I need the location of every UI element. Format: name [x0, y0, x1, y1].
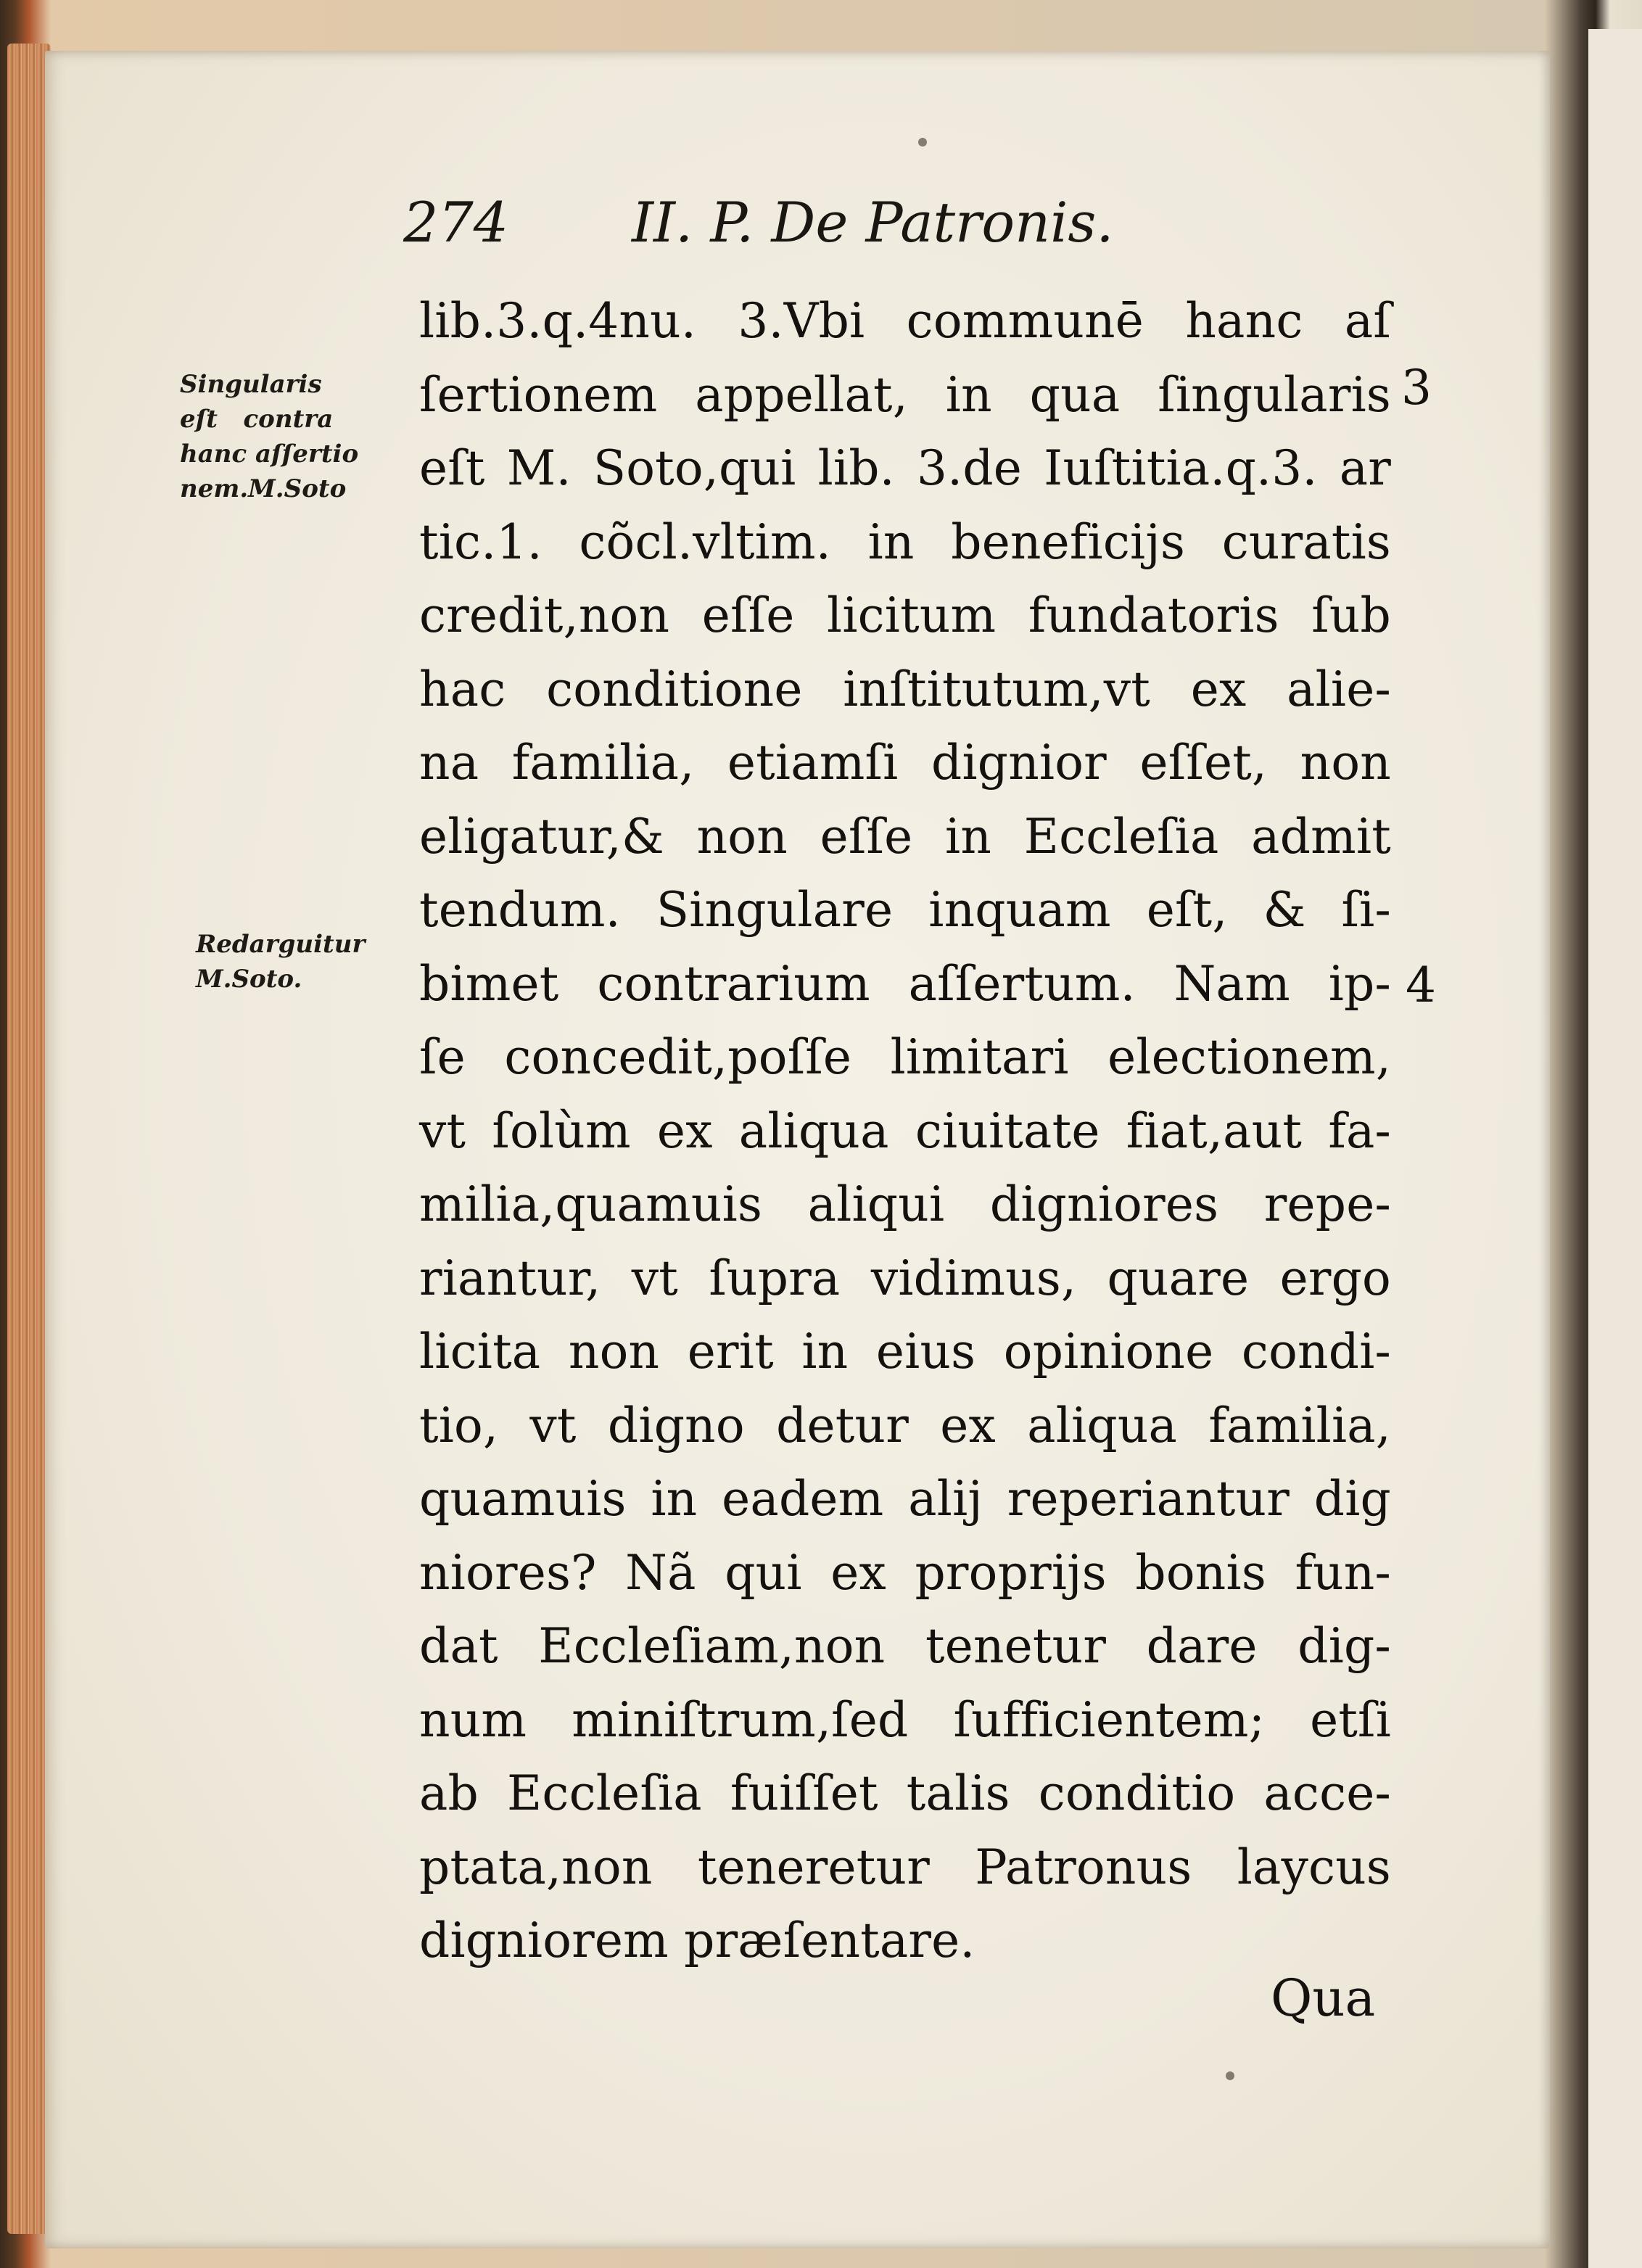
text-line: ſe concedit,poſſe limitari electionem, — [419, 1029, 1391, 1085]
text-line: niores? Nã qui ex proprijs bonis fun- — [419, 1544, 1391, 1601]
text-line: hac conditione inſtitutum,vt ex alie- — [419, 661, 1391, 717]
text-line: milia,quamuis aliqui digniores repe- — [419, 1176, 1391, 1232]
margin-note-line: Singularis — [180, 370, 322, 399]
catchword: Qua — [1271, 1968, 1376, 2028]
text-line: num miniſtrum,ſed ſufficientem; etſi — [419, 1691, 1391, 1748]
text-line: dat Eccleſiam,non tenetur dare dig- — [419, 1618, 1391, 1674]
text-line: eligatur,& non eſſe in Eccleſia admit — [419, 808, 1391, 865]
text-line: bimet contrarium aſſertum. Nam ip- — [419, 955, 1391, 1012]
text-line: eſt M. Soto,qui lib. 3.de Iuſtitia.q.3. ar — [419, 440, 1391, 496]
text-line: quamuis in eadem alij reperiantur dig — [419, 1471, 1391, 1527]
page-edges — [7, 44, 51, 2234]
margin-note-line: eſt contra — [180, 405, 334, 434]
margin-note-line: hanc aſſertio — [180, 440, 359, 469]
margin-note-singularis — [180, 367, 419, 506]
text-line: ſertionem appellat, in qua ſingularis — [419, 366, 1391, 423]
text-line: credit,non eſſe licitum fundatoris ſub — [419, 587, 1391, 643]
text-line: ab Eccleſia fuiſſet talis conditio acce- — [419, 1765, 1391, 1821]
page-number: 274 — [403, 190, 509, 255]
text-line: tic.1. cõcl.vltim. in beneficijs curatis — [419, 514, 1391, 570]
text-line: tendum. Singulare inquam eſt, & ſi- — [419, 882, 1391, 938]
ink-spot — [918, 138, 927, 147]
text-line: vt ſolùm ex aliqua ciuitate fiat,aut fa- — [419, 1102, 1391, 1159]
text-line: lib.3.q.4nu. 3.Vbi communē hanc aſ — [419, 293, 1391, 349]
margin-note-line: nem.M.Soto — [180, 474, 347, 503]
margin-note-redarguitur — [196, 927, 428, 997]
margin-number-3: 3 — [1401, 360, 1432, 416]
ink-spot — [1226, 2071, 1234, 2080]
margin-note-line: Redarguitur — [196, 930, 366, 959]
text-line: licita non erit in eius opinione condi- — [419, 1324, 1391, 1380]
text-line: ptata,non teneretur Patronus laycus — [419, 1839, 1391, 1895]
text-line: tio, vt digno detur ex aliqua familia, — [419, 1397, 1391, 1453]
text-line: na familia, etiamſi dignior eſſet, non — [419, 735, 1391, 791]
facing-page-edge — [1588, 29, 1642, 2268]
main-text-block — [419, 284, 1391, 1978]
running-title: II. P. De Patronis. — [632, 190, 1114, 255]
margin-number-4: 4 — [1406, 957, 1436, 1013]
text-line: digniorem præſentare. — [419, 1913, 975, 1968]
text-line: riantur, vt ſupra vidimus, quare ergo — [419, 1250, 1391, 1306]
running-head — [403, 190, 1491, 255]
margin-note-line: M.Soto. — [196, 965, 302, 994]
